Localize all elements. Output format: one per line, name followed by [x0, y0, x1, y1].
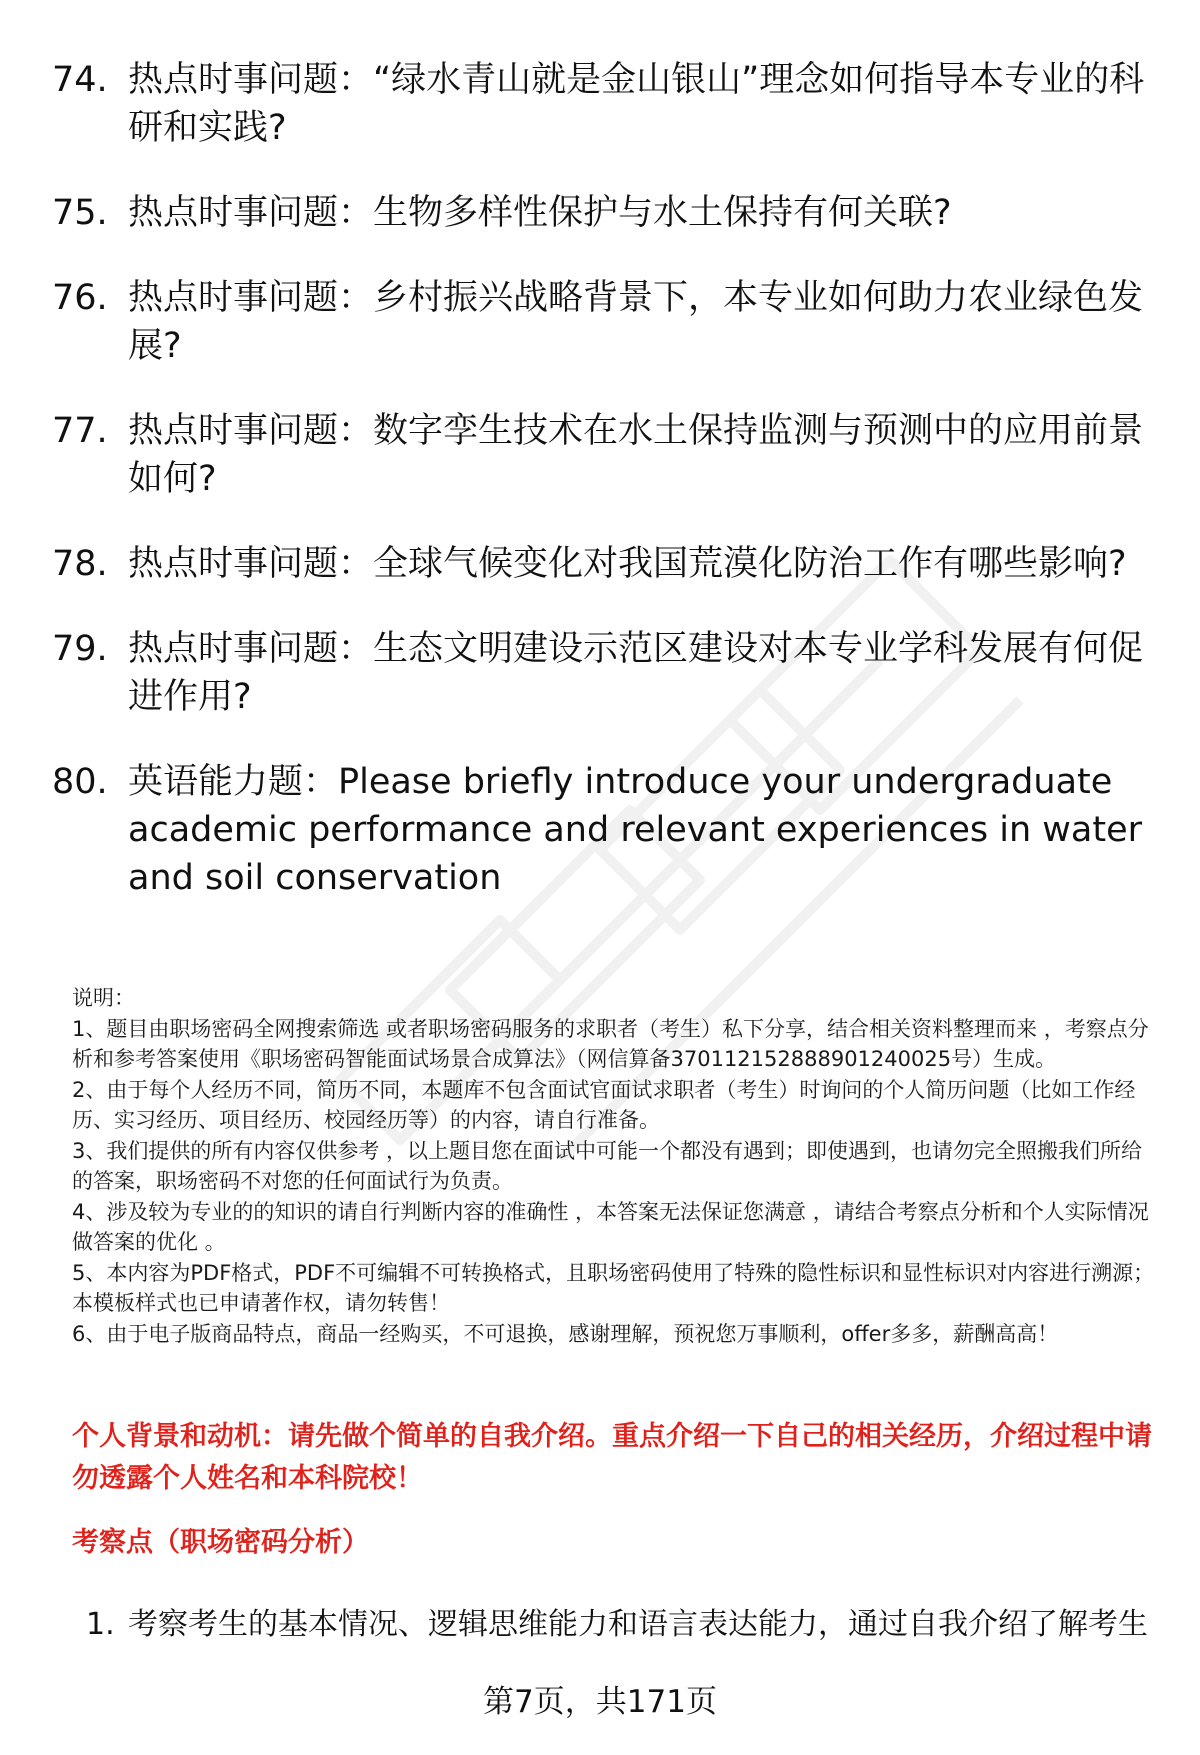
- question-text: 热点时事问题：生物多样性保护与水土保持有何关联?: [128, 193, 952, 233]
- analysis-point-text: 考察考生的基本情况、逻辑思维能力和语言表达能力，通过自我介绍了解考生: [128, 1607, 1148, 1642]
- question-list: [52, 56, 1162, 939]
- note-item-5: 5、本内容为PDF格式，PDF不可编辑不可转换格式，且职场密码使用了特殊的隐性标识和显性标识对内容进行溯源；本模板样式也已申请著作权，请勿转售！: [72, 1260, 1155, 1315]
- question-text: 英语能力题：Please briefly introduce your undergraduate academic performance and relevant experiences in water and soil conservation: [128, 762, 1143, 898]
- notes-heading: 说明：: [72, 986, 135, 1010]
- question-text: 热点时事问题：乡村振兴战略背景下，本专业如何助力农业绿色发展?: [128, 278, 1144, 366]
- question-item-76: [52, 274, 1162, 370]
- question-text: 热点时事问题：“绿水青山就是金山银山”理念如何指导本专业的科研和实践?: [128, 60, 1145, 148]
- question-text: 热点时事问题：数字孪生技术在水土保持监测与预测中的应用前景如何?: [128, 411, 1144, 499]
- question-number: 78.: [52, 544, 108, 584]
- question-item-77: [52, 407, 1162, 503]
- note-item-1: 1、题目由职场密码全网搜索筛选 或者职场密码服务的求职者（考生）私下分享，结合相关资料整理而来 ，考察点分析和参考答案使用《职场密码智能面试场景合成算法》（网信算备370112152888901240025号）生成。: [72, 1016, 1149, 1071]
- question-number: 80.: [52, 762, 108, 802]
- question-item-79: [52, 625, 1162, 721]
- section-question-heading: 个人背景和动机：请先做个简单的自我介绍。重点介绍一下自己的相关经历，介绍过程中请勿透露个人姓名和本科院校！: [72, 1421, 1152, 1494]
- analysis-point-item: [86, 1605, 1166, 1645]
- question-item-78: [52, 540, 1162, 588]
- note-item-2: 2、由于每个人经历不同，简历不同，本题库不包含面试官面试求职者（考生）时询问的个人简历问题（比如工作经历、实习经历、项目经历、校园经历等）的内容，请自行准备。: [72, 1077, 1136, 1132]
- disclaimer-notes: [72, 983, 1162, 1349]
- question-text: 热点时事问题：全球气候变化对我国荒漠化防治工作有哪些影响?: [128, 544, 1127, 584]
- analysis-point-number: 1.: [86, 1607, 115, 1642]
- question-number: 74.: [52, 60, 108, 100]
- question-item-74: [52, 56, 1162, 152]
- question-item-75: [52, 189, 1162, 237]
- question-item-80: [52, 758, 1162, 902]
- note-item-4: 4、涉及较为专业的的知识的请自行判断内容的准确性 ，本答案无法保证您满意 ，请结合考察点分析和个人实际情况做答案的优化 。: [72, 1199, 1149, 1254]
- question-number: 76.: [52, 278, 108, 318]
- question-number: 79.: [52, 629, 108, 669]
- page-number-footer: 第7页，共171页: [483, 1684, 717, 1720]
- note-item-6: 6、由于电子版商品特点，商品一经购买，不可退换，感谢理解，预祝您万事顺利，offer多多，薪酬高高！: [72, 1321, 1059, 1346]
- question-number: 77.: [52, 411, 108, 451]
- analysis-heading: 考察点（职场密码分析）: [72, 1527, 369, 1558]
- note-item-3: 3、我们提供的所有内容仅供参考 ，以上题目您在面试中可能一个都没有遇到；即使遇到，也请勿完全照搬我们所给的答案，职场密码不对您的任何面试行为负责。: [72, 1138, 1143, 1193]
- question-text: 热点时事问题：生态文明建设示范区建设对本专业学科发展有何促进作用?: [128, 629, 1144, 717]
- question-number: 75.: [52, 193, 108, 233]
